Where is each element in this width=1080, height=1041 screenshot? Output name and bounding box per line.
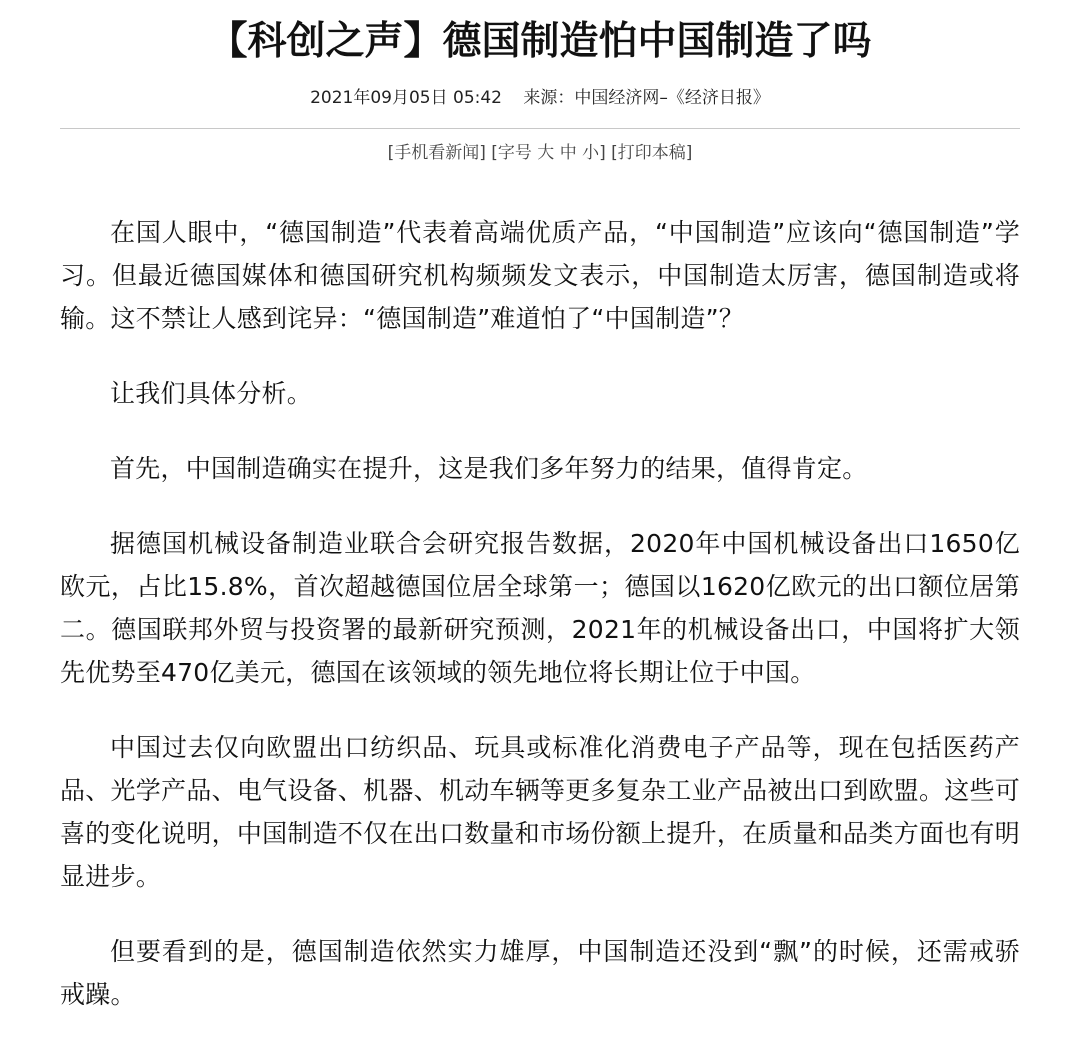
paragraph: 但要看到的是，德国制造依然实力雄厚，中国制造还没到“飘”的时候，还需戒骄戒躁。 bbox=[60, 937, 1020, 1009]
font-size-small-link[interactable]: 小] bbox=[582, 143, 606, 163]
publish-datetime: 2021年09月05日 05:42 bbox=[310, 88, 503, 108]
article-body bbox=[60, 211, 1020, 1016]
font-size-medium-link[interactable]: 中 bbox=[559, 143, 577, 163]
print-link[interactable]: [打印本稿] bbox=[611, 143, 693, 163]
paragraph: 首先，中国制造确实在提升，这是我们多年努力的结果，值得肯定。 bbox=[110, 454, 868, 483]
paragraph: 让我们具体分析。 bbox=[110, 379, 313, 408]
divider bbox=[60, 128, 1020, 129]
article-meta bbox=[0, 86, 1080, 110]
paragraph: 中国过去仅向欧盟出口纺织品、玩具或标准化消费电子产品等，现在包括医药产品、光学产品、电气设备、机器、机动车辆等更多复杂工业产品被出口到欧盟。这些可喜的变化说明，中国制造不仅在出口数量和市场份额上提升，在质量和品类方面也有明显进步。 bbox=[60, 733, 1020, 891]
paragraph: 在国人眼中，“德国制造”代表着高端优质产品，“中国制造”应该向“德国制造”学习。但最近德国媒体和德国研究机构频频发文表示，中国制造太厉害，德国制造或将输。这不禁让人感到诧异：“德国制造”难道怕了“中国制造”？ bbox=[60, 218, 1020, 333]
font-size-label: [字号 bbox=[491, 143, 532, 163]
article-tools bbox=[0, 141, 1080, 165]
article-source: 来源：中国经济网–《经济日报》 bbox=[523, 88, 770, 108]
article-title: 【科创之声】德国制造怕中国制造了吗 bbox=[208, 19, 872, 64]
paragraph: 据德国机械设备制造业联合会研究报告数据，2020年中国机械设备出口1650亿欧元，占比15.8%，首次超越德国位居全球第一；德国以1620亿欧元的出口额位居第二。德国联邦外贸与投资署的最新研究预测，2021年的机械设备出口，中国将扩大领先优势至470亿美元，德国在该领域的领先地位将长期让位于中国。 bbox=[60, 529, 1020, 687]
mobile-news-link[interactable]: [手机看新闻] bbox=[387, 143, 486, 163]
font-size-large-link[interactable]: 大 bbox=[537, 143, 555, 163]
